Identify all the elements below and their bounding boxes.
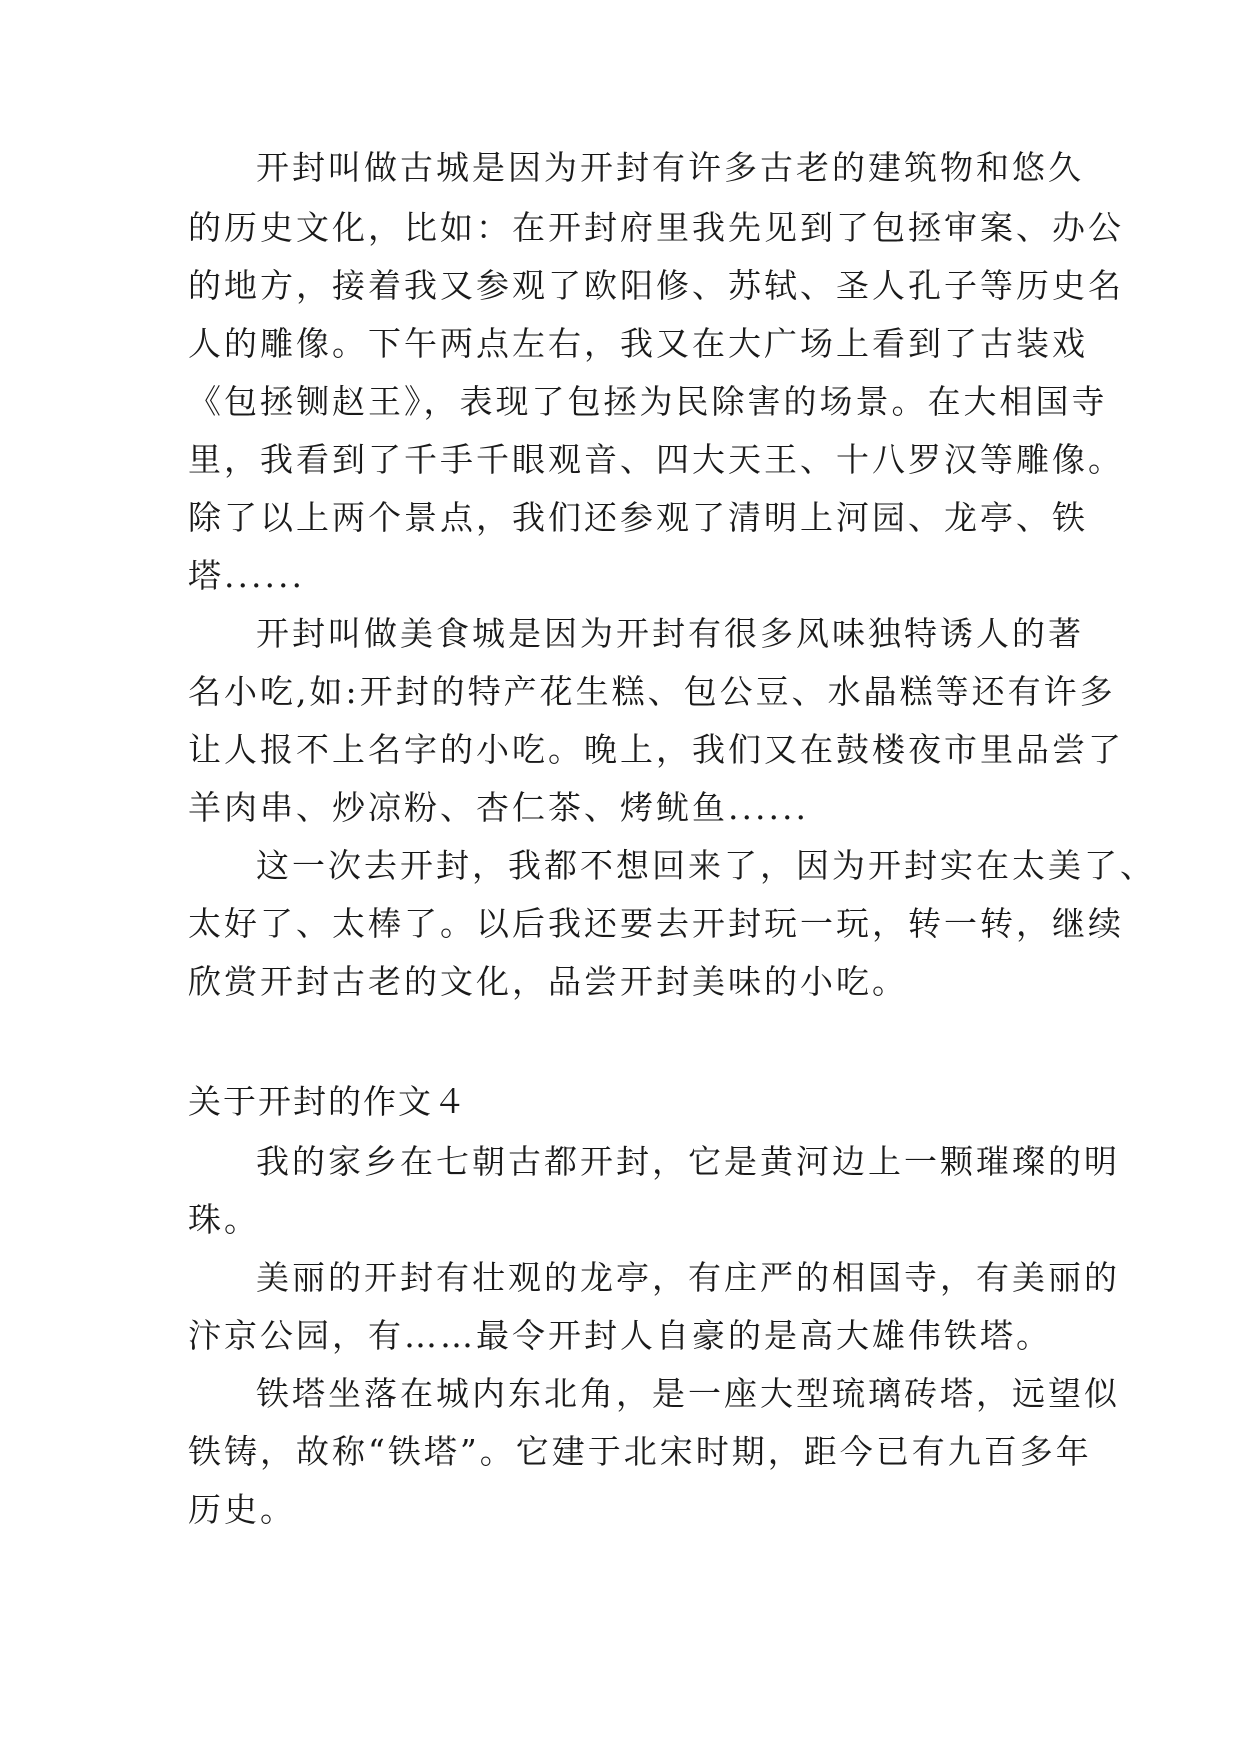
paragraph-line: 欣赏开封古老的文化，品尝开封美味的小吃。 <box>188 962 908 1001</box>
paragraph-line: 铁塔坐落在城内东北角，是一座大型琉璃砖塔，远望似 <box>256 1374 1120 1413</box>
paragraph-line: 汴京公园，有……最令开封人自豪的是高大雄伟铁塔。 <box>188 1316 1052 1355</box>
paragraph-line: 除了以上两个景点，我们还参观了清明上河园、龙亭、铁 <box>188 498 1088 537</box>
paragraph-line: 历史。 <box>188 1490 296 1529</box>
paragraph-line: 的历史文化，比如：在开封府里我先见到了包拯审案、办公 <box>188 208 1124 247</box>
paragraph-line: 羊肉串、炒凉粉、杏仁茶、烤鱿鱼...... <box>188 788 809 827</box>
paragraph-line: 《包拯铡赵王》，表现了包拯为民除害的场景。在大相国寺 <box>188 382 1108 421</box>
essay-heading: 关于开封的作文４ <box>188 1082 468 1121</box>
paragraph-line: 太好了、太棒了。以后我还要去开封玩一玩，转一转，继续 <box>188 904 1124 943</box>
paragraph-line: 人的雕像。下午两点左右，我又在大广场上看到了古装戏 <box>188 324 1088 363</box>
paragraph-line: 开封叫做美食城是因为开封有很多风味独特诱人的著 <box>256 614 1084 653</box>
paragraph-line: 的地方，接着我又参观了欧阳修、苏轼、圣人孔子等历史名 <box>188 266 1124 305</box>
paragraph-line: 珠。 <box>188 1200 260 1239</box>
paragraph-line: 我的家乡在七朝古都开封，它是黄河边上一颗璀璨的明 <box>256 1142 1120 1181</box>
paragraph-line: 开封叫做古城是因为开封有许多古老的建筑物和悠久 <box>256 148 1084 187</box>
paragraph-line: 让人报不上名字的小吃。晚上，我们又在鼓楼夜市里品尝了 <box>188 730 1124 769</box>
paragraph-line: 塔...... <box>188 556 305 595</box>
paragraph-line: 铁铸，故称“铁塔”。它建于北宋时期，距今已有九百多年 <box>188 1432 1092 1471</box>
paragraph-line: 美丽的开封有壮观的龙亭，有庄严的相国寺，有美丽的 <box>256 1258 1120 1297</box>
paragraph-line: 名小吃,如:开封的特产花生糕、包公豆、水晶糕等还有许多 <box>188 672 1116 711</box>
paragraph-line: 里，我看到了千手千眼观音、四大天王、十八罗汉等雕像。 <box>188 440 1124 479</box>
paragraph-line: 这一次去开封，我都不想回来了，因为开封实在太美了、 <box>256 846 1156 885</box>
